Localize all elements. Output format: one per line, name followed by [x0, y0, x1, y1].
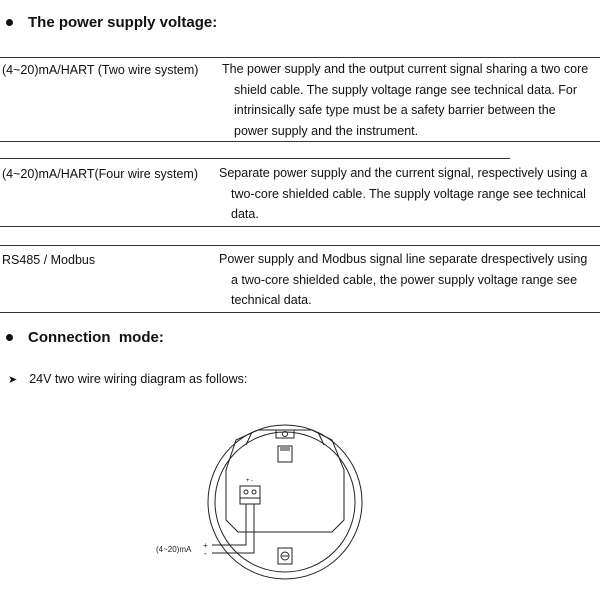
row-label-two-wire: (4~20)mA/HART (Two wire system) [2, 63, 199, 77]
subsection-text: 24V two wire wiring diagram as follows: [29, 372, 248, 386]
row-label-rs485: RS485 / Modbus [2, 253, 96, 267]
desc-line: power supply and the instrument. [234, 123, 419, 138]
wire-negative [212, 504, 254, 553]
signal-label: (4~20)mA [156, 545, 192, 554]
desc-line: Separate power supply and the current signal, respectively using a [219, 166, 588, 180]
desc-line: two-core shielded cable. The supply voltage range see technical [231, 186, 586, 201]
desc-line: intrinsically safe type must be a safety barrier between the [234, 103, 556, 117]
plus-label: + [203, 541, 208, 550]
minus-label: - [204, 549, 207, 558]
desc-line: Power supply and Modbus signal line separate drespectively using [219, 252, 588, 266]
desc-line: data. [231, 207, 259, 221]
section-title: Connection mode: [28, 329, 164, 346]
section-title: The power supply voltage: [28, 14, 218, 31]
row-label-four-wire: (4~20)mA/HART(Four wire system) [2, 167, 198, 181]
arrow-bullet-icon: ➤ [8, 373, 18, 386]
terminal-block [240, 486, 260, 498]
terminal-polarity-label: + - [246, 478, 254, 484]
desc-line: The power supply and the output current signal sharing a two core [222, 62, 589, 76]
housing-inner-ring [215, 432, 355, 572]
desc-line: shield cable. The supply voltage range see technical data. For [234, 82, 578, 97]
desc-line: a two-core shielded cable, the power supply voltage range see [231, 272, 578, 287]
desc-line: technical data. [231, 293, 312, 307]
